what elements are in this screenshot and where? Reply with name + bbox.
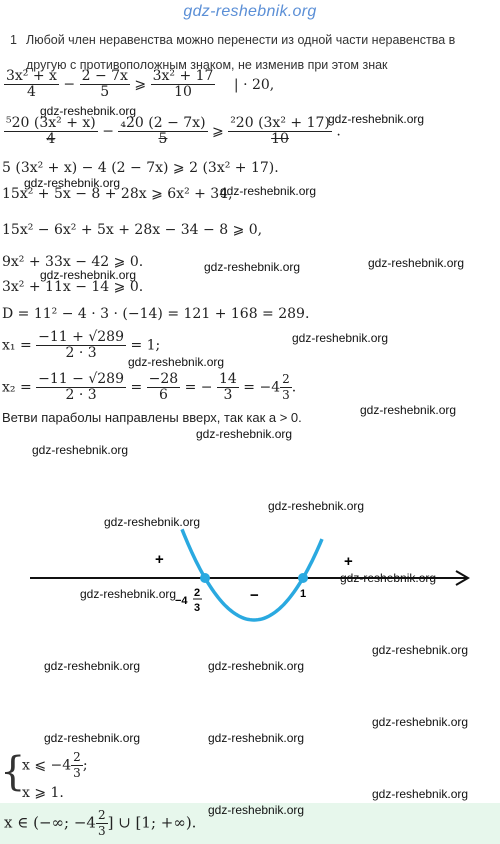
equals: = −4 [243,379,281,396]
fraction-denominator: 4 [46,131,56,147]
fraction-denominator: 4 [27,84,36,100]
equation-step-2 [4,116,341,147]
fraction-numerator: 3x² + 17 [152,68,214,84]
multiplier: | · 20, [233,76,275,93]
site-header[interactable]: gdz-reshebnik.org [183,3,317,20]
watermark: gdz-reshebnik.org [372,715,469,729]
equals: = [130,379,143,396]
root-x2 [2,372,296,403]
watermark: gdz-reshebnik.org [104,515,201,529]
answer [4,808,196,839]
equals: = − [184,379,213,396]
watermark: gdz-reshebnik.org [128,355,225,369]
fraction-denominator: 3 [97,824,106,838]
system-ineq-1: x ⩽ −4 [22,757,72,774]
watermark: gdz-reshebnik.org [368,256,465,270]
fraction-numerator: 2 [282,372,290,386]
semicolon: ; [82,757,88,774]
answer-suffix: ] ∪ [1; +∞). [107,813,197,832]
watermark: gdz-reshebnik.org [208,731,305,745]
fraction-denominator: 3 [73,766,81,780]
fraction-denominator: 5 [100,84,110,100]
watermark: gdz-reshebnik.org [208,659,305,673]
intro-line-1: Любой член неравенства можно перенести из одной части неравенства в [26,33,456,47]
fraction-numerator: −28 [148,371,179,387]
watermark: gdz-reshebnik.org [208,803,305,817]
operator: ⩾ [212,123,224,140]
fraction-numerator: ⁵20 (3x² + x) [6,115,96,131]
equation-step-7: 3x² + 11x − 14 ⩾ 0. [2,279,144,295]
fraction-denominator: 3 [282,388,290,402]
task-number: 1 [10,33,17,47]
fraction-denominator: 5 [158,131,168,147]
answer-prefix: x ∈ (−∞; −4 [4,813,96,832]
watermark: gdz-reshebnik.org [204,260,301,274]
root-point-right [298,573,308,583]
watermark: gdz-reshebnik.org [80,587,177,601]
period: . [291,379,297,396]
x1-result: = 1; [130,337,161,354]
discriminant: D = 11² − 4 · 3 · (−14) = 121 + 168 = 289. [2,306,310,322]
operator: − [63,76,76,93]
watermark: gdz-reshebnik.org [292,331,389,345]
fraction-denominator: 2 · 3 [65,387,97,403]
fraction-numerator: 3x² + x [6,68,57,84]
system-brace: { [0,749,26,795]
fraction-denominator: 10 [174,84,192,100]
system-line-2: x ⩾ 1. [22,785,64,801]
fraction-numerator: ²20 (3x² + 17) [230,115,330,131]
fraction-numerator: 2 [97,808,106,822]
equation-step-3: 5 (3x² + x) − 4 (2 − 7x) ⩾ 2 (3x² + 17). [2,160,279,176]
root-label-left-num: 2 [194,587,201,599]
system-line-1 [22,750,88,781]
root-label-right: 1 [300,588,307,600]
watermark: gdz-reshebnik.org [32,443,129,457]
period: . [336,123,341,140]
operator: − [102,123,114,140]
operator: ⩾ [134,76,147,93]
root-label-left-int: −4 [175,595,188,607]
fraction-denominator: 6 [158,387,168,403]
fraction-numerator: ₄20 (2 − 7x) [120,115,206,131]
fraction-numerator: −11 − √289 [38,371,124,387]
sign-plus-left: + [155,551,164,568]
root-label-left-den: 3 [194,602,201,614]
fraction-denominator: 3 [223,387,233,403]
x2-label: x₂ = [2,379,32,396]
watermark: gdz-reshebnik.org [220,184,317,198]
watermark: gdz-reshebnik.org [360,403,457,417]
intro-line-2: другую с противоположным знаком, не изменив при этом знак [26,58,388,72]
equation-step-6: 9x² + 33x − 42 ⩾ 0. [2,254,144,270]
fraction-numerator: 14 [219,371,237,387]
equation-step-1 [4,69,274,100]
fraction-denominator: 2 · 3 [65,345,97,361]
watermark: gdz-reshebnik.org [372,787,469,801]
fraction-numerator: 2 [73,750,81,764]
watermark: gdz-reshebnik.org [24,176,121,190]
sign-minus: − [250,587,259,604]
fraction-denominator: 10 [271,131,289,147]
branches-note: Ветви параболы направлены вверх, так как a > 0. [2,410,302,425]
watermark: gdz-reshebnik.org [268,499,365,513]
root-point-left [200,573,210,583]
watermark: gdz-reshebnik.org [328,112,425,126]
fraction-numerator: −11 + √289 [38,329,124,345]
watermark: gdz-reshebnik.org [340,571,437,585]
watermark: gdz-reshebnik.org [44,659,141,673]
fraction-numerator: 2 − 7x [81,68,128,84]
equation-step-4: 15x² + 5x − 8 + 28x ⩾ 6x² + 34, [2,186,233,202]
watermark: gdz-reshebnik.org [372,643,469,657]
watermark: gdz-reshebnik.org [40,268,137,282]
watermark: gdz-reshebnik.org [196,427,293,441]
watermark: gdz-reshebnik.org [40,104,137,118]
equation-step-5: 15x² − 6x² + 5x + 28x − 34 − 8 ⩾ 0, [2,222,263,238]
x1-label: x₁ = [2,337,32,354]
watermark: gdz-reshebnik.org [44,731,141,745]
sign-plus-right: + [344,553,353,570]
